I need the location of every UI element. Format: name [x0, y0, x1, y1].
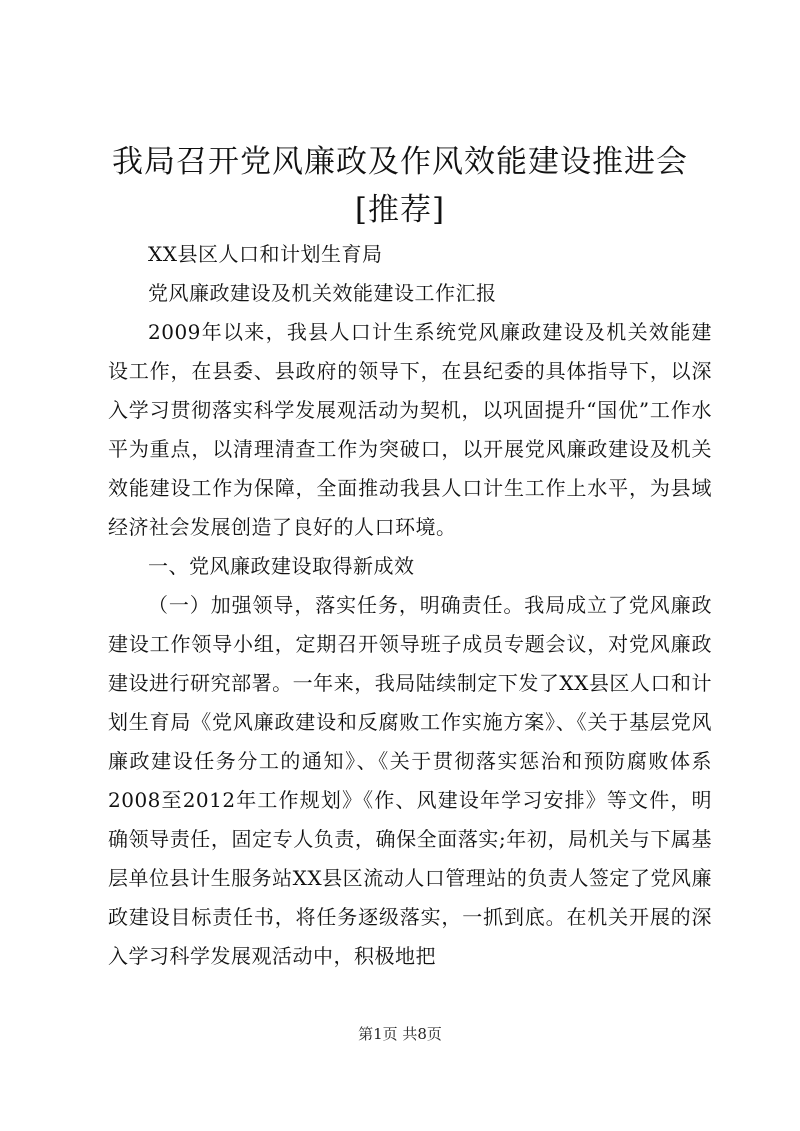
report-title-line: 党风廉政建设及机关效能建设工作汇报 [148, 281, 497, 305]
org-name-line: XX县区人口和计划生育局 [148, 242, 383, 266]
document-body [108, 235, 712, 976]
document-title: 我局召开党风廉政及作风效能建设推进会[推荐] [112, 144, 688, 228]
page-footer: 第1页 共8页 [358, 1025, 442, 1043]
section-paragraph: （一）加强领导，落实任务，明确责任。我局成立了党风廉政建设工作领导小组，定期召开领导班子成员专题会议，对党风廉政建设进行研究部署。一年来，我局陆续制定下发了XX县区人口和计划生育局《党风廉政建设和反腐败工作实施方案》、《关于基层党风廉政建设任务分工的通知》、《关于贯彻落实惩治和预防腐败体系2008至2012年工作规划》《作、风建设年学习安排》等文件，明确领导责任，固定专人负责，确保全面落实;年初，局机关与下属基层单位县计生服务站XX县区流动人口管理站的负责人签定了党风廉政建设目标责任书，将任务逐级落实，一抓到底。在机关开展的深入学习科学发展观活动中，积极地把 [108, 593, 712, 968]
intro-paragraph: 2009年以来，我县人口计生系统党风廉政建设及机关效能建设工作，在县委、县政府的领导下，在县纪委的具体指导下，以深入学习贯彻落实科学发展观活动为契机，以巩固提升“国优”工作水平为重点，以清理清查工作为突破口，以开展党风廉政建设及机关效能建设工作为保障，全面推动我县人口计生工作上水平，为县域经济社会发展创造了良好的人口环境。 [108, 320, 712, 539]
section-heading: 一、党风廉政建设取得新成效 [148, 554, 415, 578]
